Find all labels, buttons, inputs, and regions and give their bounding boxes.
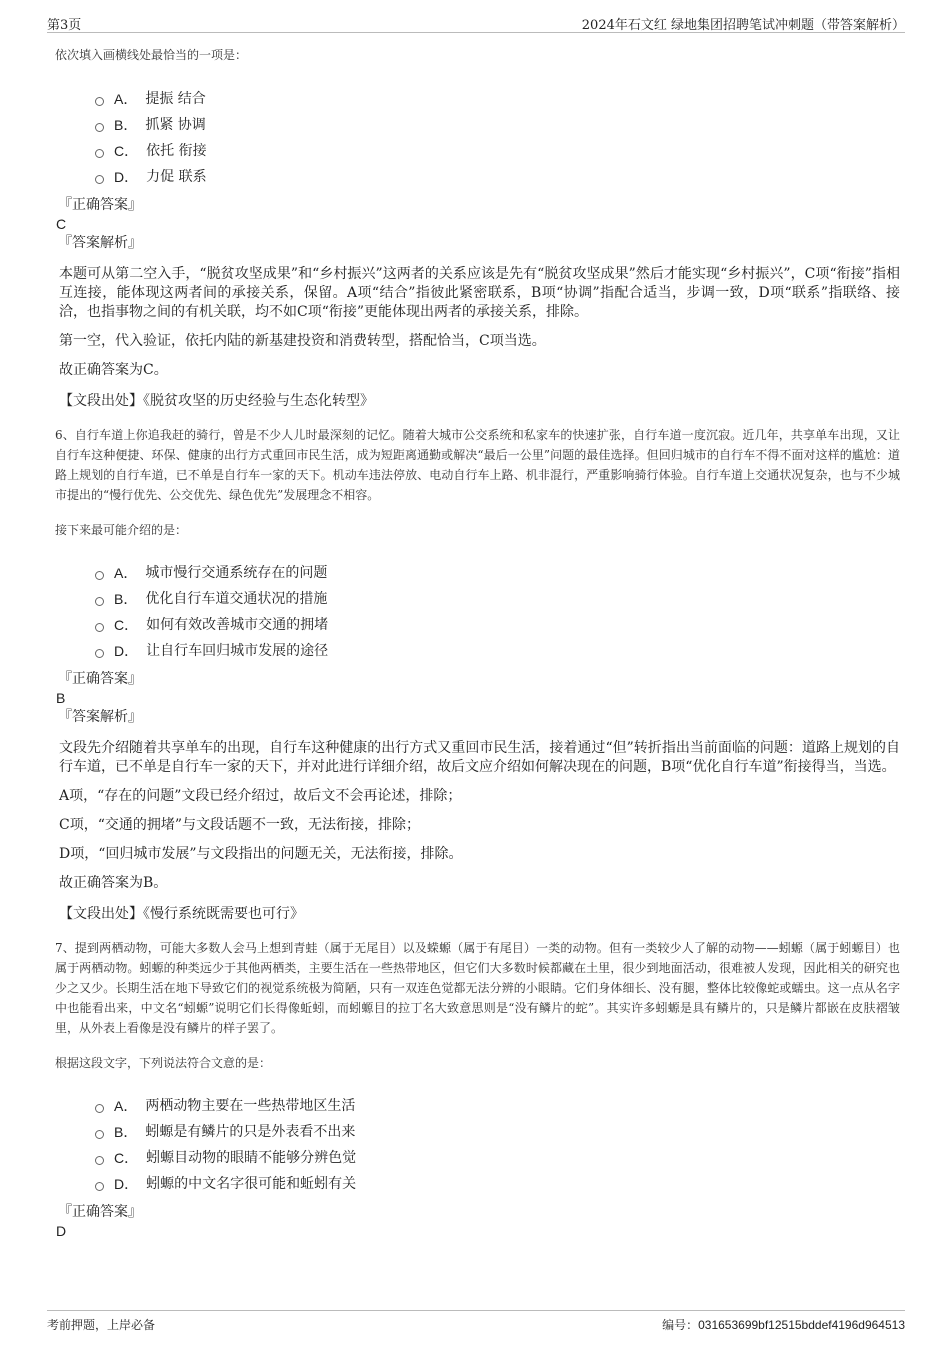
radio-icon[interactable] xyxy=(95,175,104,184)
option-text: 城市慢行交通系统存在的问题 xyxy=(145,565,328,581)
footer-code-value: 031653699bf12515bddef4196d964513 xyxy=(698,1318,905,1332)
q5-answer: C xyxy=(56,216,67,232)
q7-option-a[interactable] xyxy=(95,1093,900,1119)
option-text: 蚓螈是有鳞片的只是外表看不出来 xyxy=(145,1124,356,1140)
option-text: 如何有效改善城市交通的拥堵 xyxy=(146,617,329,633)
option-letter: A． xyxy=(114,565,138,581)
q6-analysis-2: A项，“存在的问题”文段已经介绍过，故后文不会再论述，排除； xyxy=(59,788,462,804)
radio-icon[interactable] xyxy=(95,571,104,580)
q6-source: 【文段出处】《慢行系统既需要也可行》 xyxy=(59,906,304,922)
option-text: 优化自行车道交通状况的措施 xyxy=(145,591,328,607)
footer-code xyxy=(662,1316,905,1333)
radio-icon[interactable] xyxy=(95,1156,104,1165)
option-letter: B． xyxy=(114,591,138,607)
option-letter: A． xyxy=(114,91,138,107)
q6-answer-tag: 『正确答案』 xyxy=(58,671,142,687)
q6-analysis-4: D项，“回归城市发展”与文段指出的问题无关，无法衔接，排除。 xyxy=(59,846,463,862)
radio-icon[interactable] xyxy=(95,97,104,106)
q7-answer: D xyxy=(56,1223,67,1239)
radio-icon[interactable] xyxy=(95,1130,104,1139)
q6-options xyxy=(95,560,900,664)
q6-option-a[interactable] xyxy=(95,560,900,586)
q6-analysis-tag: 『答案解析』 xyxy=(58,709,142,725)
option-letter: B． xyxy=(114,117,138,133)
option-letter: A． xyxy=(114,1098,138,1114)
option-letter: D． xyxy=(114,1176,139,1192)
q6-answer: B xyxy=(56,690,66,706)
q6-option-b[interactable] xyxy=(95,586,900,612)
radio-icon[interactable] xyxy=(95,1182,104,1191)
page-header xyxy=(47,12,905,33)
radio-icon[interactable] xyxy=(95,623,104,632)
q5-options xyxy=(95,86,900,190)
q7-answer-tag: 『正确答案』 xyxy=(58,1204,142,1220)
q5-option-b[interactable] xyxy=(95,112,900,138)
q5-option-c[interactable] xyxy=(95,138,900,164)
q6-option-d[interactable] xyxy=(95,638,900,664)
option-text: 蚓螈的中文名字很可能和蚯蚓有关 xyxy=(146,1176,357,1192)
q6-prompt: 接下来最可能介绍的是： xyxy=(55,523,188,537)
option-text: 两栖动物主要在一些热带地区生活 xyxy=(145,1098,356,1114)
option-letter: C． xyxy=(114,617,139,633)
radio-icon[interactable] xyxy=(95,649,104,658)
radio-icon[interactable] xyxy=(95,149,104,158)
footer-code-label: 编号： xyxy=(662,1318,699,1332)
q5-prompt: 依次填入画横线处最恰当的一项是： xyxy=(55,48,248,62)
q5-answer-tag: 『正确答案』 xyxy=(58,197,142,213)
q7-options xyxy=(95,1093,900,1197)
document-body xyxy=(55,46,900,1241)
option-letter: C． xyxy=(114,143,139,159)
radio-icon[interactable] xyxy=(95,597,104,606)
q5-source: 【文段出处】《脱贫攻坚的历史经验与生态化转型》 xyxy=(59,393,374,409)
q6-text: 6、自行车道上你追我赶的骑行，曾是不少人儿时最深刻的记忆。随着大城市公交系统和私家车的快速扩张，自行车道一度沉寂。近几年，共享单车出现，又让自行车这种便捷、环保、健康的出行方式重回市民生活，成为短距离通勤或解决“最后一公里”问题的最佳选择。但回归城市的自行车不得不面对这样的尴尬：道路上规划的自行车道，已不单是自行车一家的天下。机动车违法停放、电动自行车上路、机非混行，严重影响骑行体验。自行车道上交通状况复杂，也与不少城市提出的“慢行优先、公交优先、绿色优先”发展理念不相容。 xyxy=(55,428,900,502)
q7-text: 7、提到两栖动物，可能大多数人会马上想到青蛙（属于无尾目）以及蝾螈（属于有尾目）一类的动物。但有一类较少人了解的动物——蚓螈（属于蚓螈目）也属于两栖动物。蚓螈的种类远少于其他两栖类，主要生活在一些热带地区，但它们大多数时候都藏在土里，很少到地面活动，很难被人发现，因此相关的研究也少之又少。长期生活在地下导致它们的视觉系统极为简陋，只有一双连色觉都无法分辨的小眼睛。它们身体细长、没有腿，整体比较像蛇或蠕虫。这一点从名字中也能看出来，中文名“蚓螈”说明它们长得像蚯蚓，而蚓螈目的拉丁名大致意思则是“没有鳞片的蛇”。其实许多蚓螈是具有鳞片的，只是鳞片都嵌在皮肤褶皱里，从外表上看像是没有鳞片的样子罢了。 xyxy=(55,941,900,1035)
option-text: 提振 结合 xyxy=(145,91,206,107)
q5-analysis-1: 本题可从第二空入手，“脱贫攻坚成果”和“乡村振兴”这两者的关系应该是先有“脱贫攻坚成果”然后才能实现“乡村振兴”，C项“衔接”指相互连接，能体现这两者间的承接关系，保留。A项“结合”指彼此紧密联系，B项“协调”指配合适当，步调一致，D项“联系”指联络、接洽，也指事物之间的有机关联，均不如C项“衔接”更能体现出两者的承接关系，排除。 xyxy=(59,266,900,320)
option-text: 力促 联系 xyxy=(146,169,207,185)
option-text: 让自行车回归城市发展的途径 xyxy=(146,643,329,659)
q5-option-a[interactable] xyxy=(95,86,900,112)
option-letter: D． xyxy=(114,643,139,659)
radio-icon[interactable] xyxy=(95,1104,104,1113)
q7-prompt: 根据这段文字，下列说法符合文意的是： xyxy=(55,1056,272,1070)
option-letter: B． xyxy=(114,1124,138,1140)
option-letter: C． xyxy=(114,1150,139,1166)
q6-analysis-3: C项，“交通的拥堵”与文段话题不一致，无法衔接，排除； xyxy=(59,817,421,833)
page-footer xyxy=(47,1310,905,1335)
option-text: 依托 衔接 xyxy=(146,143,207,159)
option-text: 蚓螈目动物的眼睛不能够分辨色觉 xyxy=(146,1150,357,1166)
page-number: 第3页 xyxy=(47,18,82,33)
q5-analysis-tag: 『答案解析』 xyxy=(58,235,142,251)
q5-analysis-2: 第一空，代入验证，依托内陆的新基建投资和消费转型，搭配恰当，C项当选。 xyxy=(59,333,546,349)
q5-analysis-3: 故正确答案为C。 xyxy=(59,362,168,378)
footer-slogan: 考前押题，上岸必备 xyxy=(47,1318,156,1332)
q7-option-b[interactable] xyxy=(95,1119,900,1145)
option-letter: D． xyxy=(114,169,139,185)
q7-option-d[interactable] xyxy=(95,1171,900,1197)
q5-option-d[interactable] xyxy=(95,164,900,190)
q7-option-c[interactable] xyxy=(95,1145,900,1171)
q6-analysis-1: 文段先介绍随着共享单车的出现，自行车这种健康的出行方式又重回市民生活，接着通过“但”转折指出当前面临的问题：道路上规划的自行车道，已不单是自行车一家的天下，并对此进行详细介绍，故后文应介绍如何解决现在的问题，B项“优化自行车道”衔接得当，当选。 xyxy=(59,740,900,775)
document-title: 2024年石文红 绿地集团招聘笔试冲刺题（带答案解析） xyxy=(581,18,905,33)
option-text: 抓紧 协调 xyxy=(145,117,206,133)
radio-icon[interactable] xyxy=(95,123,104,132)
q6-option-c[interactable] xyxy=(95,612,900,638)
q6-analysis-5: 故正确答案为B。 xyxy=(59,875,168,891)
